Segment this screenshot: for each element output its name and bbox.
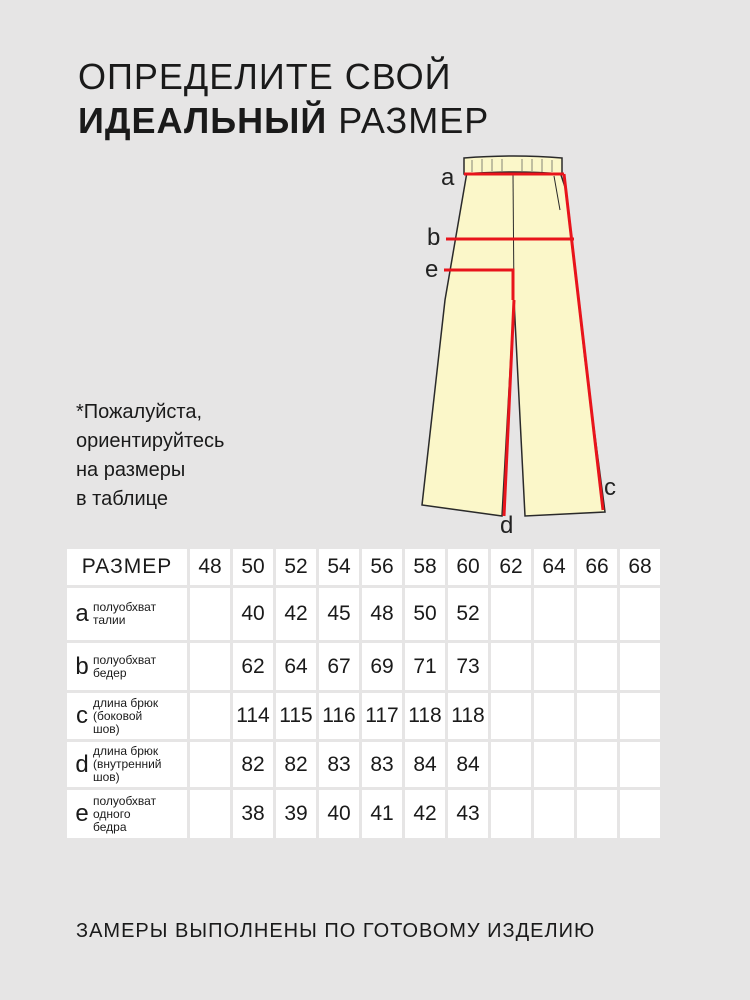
param-desc: [93, 795, 185, 834]
param-cell: [67, 790, 187, 838]
desc-line: шов): [93, 770, 120, 784]
value-cell: 42: [276, 588, 316, 640]
footer-note: ЗАМЕРЫ ВЫПОЛНЕНЫ ПО ГОТОВОМУ ИЗДЕЛИЮ: [76, 920, 596, 942]
table-row: [67, 588, 660, 640]
value-cell: [491, 742, 531, 787]
note-line: на размеры: [76, 459, 186, 481]
value-cell: 52: [448, 588, 488, 640]
value-cell: 45: [319, 588, 359, 640]
value-cell: 41: [362, 790, 402, 838]
value-cell: 50: [405, 588, 445, 640]
value-cell: 73: [448, 643, 488, 690]
value-cell: 114: [233, 693, 273, 739]
value-cell: [190, 643, 230, 690]
value-cell: 38: [233, 790, 273, 838]
size-header-cell: 54: [319, 549, 359, 585]
value-cell: 116: [319, 693, 359, 739]
value-cell: [534, 588, 574, 640]
table-row: [67, 790, 660, 838]
pants-waistband: [464, 156, 562, 174]
page-title-line2: [78, 100, 489, 142]
desc-line: (внутренний: [93, 757, 162, 771]
value-cell: 117: [362, 693, 402, 739]
desc-line: талии: [93, 613, 126, 627]
value-cell: [190, 588, 230, 640]
value-cell: [534, 742, 574, 787]
value-cell: 83: [319, 742, 359, 787]
page-title-line1: ОПРЕДЕЛИТЕ СВОЙ: [78, 56, 452, 97]
size-header-row: [67, 549, 660, 585]
value-cell: [491, 790, 531, 838]
param-desc: [93, 601, 185, 627]
value-cell: 82: [233, 742, 273, 787]
label-a: a: [441, 164, 455, 191]
desc-line: (боковой: [93, 708, 143, 723]
value-cell: 84: [448, 742, 488, 787]
table-row: [67, 693, 660, 739]
value-cell: [577, 693, 617, 739]
label-b: b: [427, 224, 441, 251]
value-cell: 71: [405, 643, 445, 690]
table-row: [67, 742, 660, 787]
value-cell: [620, 588, 660, 640]
size-header-cell: 58: [405, 549, 445, 585]
label-d: d: [500, 512, 514, 539]
value-cell: 39: [276, 790, 316, 838]
label-e: e: [425, 256, 439, 283]
size-header-cell: 64: [534, 549, 574, 585]
value-cell: [534, 643, 574, 690]
value-cell: 43: [448, 790, 488, 838]
param-desc: [93, 654, 185, 680]
value-cell: 48: [362, 588, 402, 640]
param-desc: [93, 745, 185, 784]
size-header-cell: 68: [620, 549, 660, 585]
desc-line: полуобхват: [93, 652, 157, 667]
desc-line: бедер: [93, 665, 127, 680]
value-cell: 115: [276, 693, 316, 739]
param-cell: [67, 693, 187, 739]
size-header-cell: 52: [276, 549, 316, 585]
value-cell: 83: [362, 742, 402, 787]
size-header-cell: 50: [233, 549, 273, 585]
value-cell: [491, 693, 531, 739]
value-cell: [620, 693, 660, 739]
value-cell: 118: [405, 693, 445, 739]
value-cell: [577, 742, 617, 787]
value-cell: [620, 742, 660, 787]
value-cell: [491, 643, 531, 690]
value-cell: [190, 790, 230, 838]
value-cell: [534, 790, 574, 838]
value-cell: [190, 742, 230, 787]
value-cell: [190, 693, 230, 739]
value-cell: 42: [405, 790, 445, 838]
desc-line: одного: [93, 806, 131, 821]
value-cell: [577, 790, 617, 838]
size-header-cell: 62: [491, 549, 531, 585]
pants-diagram: [420, 150, 620, 530]
size-header-cell: 60: [448, 549, 488, 585]
size-header-cell: 56: [362, 549, 402, 585]
page-title-rest: РАЗМЕР: [338, 100, 490, 141]
size-table: [64, 546, 663, 841]
value-cell: [620, 790, 660, 838]
desc-line: длина брюк: [93, 744, 159, 758]
desc-line: длина брюк: [93, 695, 159, 710]
value-cell: [491, 588, 531, 640]
param-cell: [67, 588, 187, 640]
value-cell: 40: [319, 790, 359, 838]
value-cell: 69: [362, 643, 402, 690]
value-cell: 40: [233, 588, 273, 640]
size-header-label: РАЗМЕР: [67, 549, 187, 585]
size-header-cell: 48: [190, 549, 230, 585]
size-note: [76, 398, 326, 514]
desc-line: полуобхват: [93, 793, 157, 808]
size-header-cell: 66: [577, 549, 617, 585]
param-cell: [67, 742, 187, 787]
value-cell: 62: [233, 643, 273, 690]
note-line: *Пожалуйста,: [76, 401, 203, 423]
value-cell: 118: [448, 693, 488, 739]
value-cell: [577, 643, 617, 690]
value-cell: 64: [276, 643, 316, 690]
param-letter: b: [75, 652, 89, 680]
label-c: c: [604, 474, 616, 501]
value-cell: 82: [276, 742, 316, 787]
value-cell: [577, 588, 617, 640]
value-cell: 84: [405, 742, 445, 787]
desc-line: полуобхват: [93, 600, 157, 614]
note-line: ориентируйтесь: [76, 430, 225, 452]
desc-line: шов): [93, 721, 120, 736]
value-cell: [620, 643, 660, 690]
param-letter: a: [75, 600, 89, 627]
table-row: [67, 643, 660, 690]
note-line: в таблице: [76, 488, 168, 510]
value-cell: [534, 693, 574, 739]
param-letter: e: [75, 800, 89, 827]
desc-line: бедра: [93, 819, 127, 834]
param-letter: d: [75, 750, 89, 778]
param-letter: c: [76, 702, 88, 729]
value-cell: 67: [319, 643, 359, 690]
page-title-bold: ИДЕАЛЬНЫЙ: [78, 100, 328, 141]
param-desc: [93, 697, 185, 736]
param-cell: [67, 643, 187, 690]
